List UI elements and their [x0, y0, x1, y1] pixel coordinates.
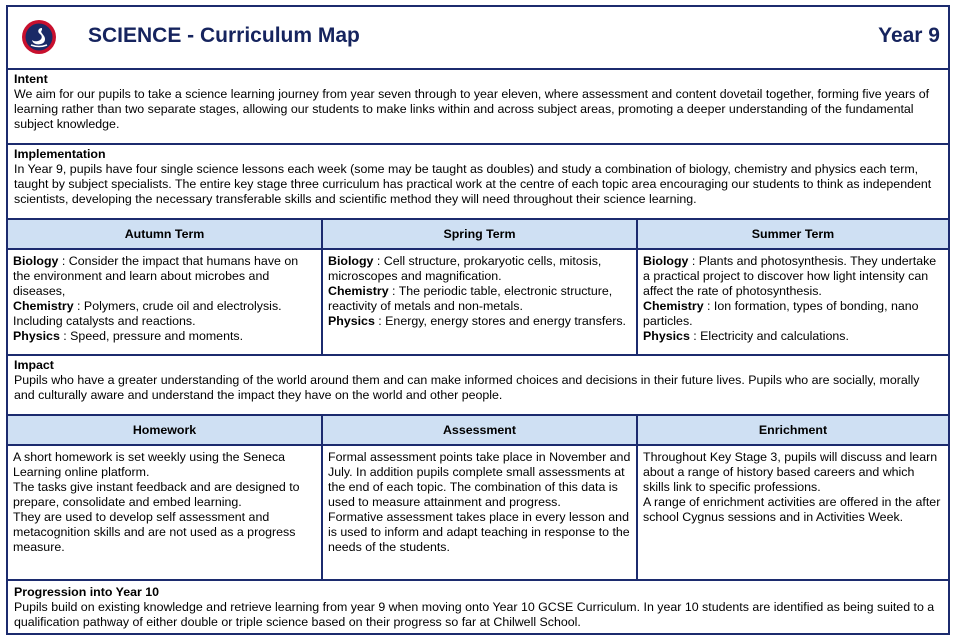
impact-text: Pupils who have a greater understanding of the world around them and can make informed choices and decisions in their future lives. Pupils who are socially, morally and culturally aware and understand the impact they have on the world and other people. — [14, 373, 920, 402]
autumn-physics-text: : Speed, pressure and moments. — [59, 329, 244, 343]
autumn-physics-label: Physics — [13, 329, 60, 343]
curriculum-map-frame — [6, 5, 950, 635]
spring-physics-label: Physics — [328, 314, 375, 328]
spring-term-header: Spring Term — [443, 227, 516, 241]
spring-physics-text: : Energy, energy stores and energy transfers. — [374, 314, 626, 328]
spring-biology-text: : Cell structure, prokaryotic cells, mitosis, microscopes and magnification. — [328, 254, 602, 283]
assessment-header: Assessment — [442, 423, 516, 437]
summer-chemistry-label: Chemistry — [643, 299, 704, 313]
spring-chemistry-label: Chemistry — [328, 284, 389, 298]
enrichment-cell — [638, 446, 948, 579]
summer-term-cell — [638, 250, 948, 354]
page-title: SCIENCE - Curriculum Map — [88, 24, 360, 47]
intent-label: Intent — [14, 72, 48, 86]
page-header — [8, 7, 948, 70]
summer-physics-label: Physics — [643, 329, 690, 343]
impact-label: Impact — [14, 358, 54, 372]
assessment-paragraph: Formative assessment takes place in every lesson and is used to inform and adapt teaching in response to the needs of the students. — [328, 510, 630, 554]
summer-biology-label: Biology — [643, 254, 689, 268]
homework-paragraph: They are used to develop self assessment and metacognition skills and are not used as a progress measure. — [13, 510, 296, 554]
extras-header-row — [8, 416, 948, 446]
homework-paragraph: A short homework is set weekly using the Seneca Learning online platform. — [13, 450, 286, 479]
impact-section — [8, 356, 948, 416]
autumn-biology-label: Biology — [13, 254, 59, 268]
progression-text: Pupils build on existing knowledge and retrieve learning from year 9 when moving onto Year 10 GCSE Curriculum. In year 10 students are identified as being suited to a qualification pathway of either double or triple science based on their progress so far at Chilwell School. — [14, 600, 935, 629]
spring-chemistry-text: : The periodic table, electronic structure, reactivity of metals and non-metals. — [328, 284, 613, 313]
column-divider — [321, 416, 323, 581]
year-label: Year 9 — [878, 24, 940, 47]
homework-paragraph: The tasks give instant feedback and are designed to prepare, consolidate and embed learning. — [13, 480, 300, 509]
progression-section — [8, 581, 948, 633]
homework-header: Homework — [132, 423, 197, 437]
intent-section — [8, 70, 948, 145]
enrichment-header: Enrichment — [758, 423, 828, 437]
implementation-label: Implementation — [14, 147, 106, 161]
column-divider — [636, 416, 638, 581]
autumn-term-header: Autumn Term — [124, 227, 205, 241]
intent-text: We aim for our pupils to take a science learning journey from year seven through to year eleven, where assessment and content dovetail together, forming five years of learning rather than two separate stages, allowing our students to make links within and across subject areas, promoting a deeper understanding of the fundamental subject knowledge. — [14, 87, 930, 131]
terms-content-row — [8, 250, 948, 356]
implementation-section — [8, 145, 948, 220]
summer-term-header: Summer Term — [751, 227, 835, 241]
autumn-chemistry-text: : Polymers, crude oil and electrolysis. Including catalysts and reactions. — [13, 299, 282, 328]
assessment-cell — [323, 446, 636, 579]
spring-biology-label: Biology — [328, 254, 374, 268]
assessment-paragraph: Formal assessment points take place in November and July. In addition pupils complete small assessments at the end of each topic. The combination of this data is used to measure attainment and progress. — [328, 450, 631, 509]
terms-header-row — [8, 220, 948, 250]
extras-content-row — [8, 446, 948, 581]
column-divider — [636, 220, 638, 356]
summer-physics-text: : Electricity and calculations. — [689, 329, 849, 343]
autumn-biology-text: : Consider the impact that humans have on the environment and learn about microbes and diseases, — [13, 254, 299, 298]
enrichment-paragraph: Throughout Key Stage 3, pupils will discuss and learn about a range of history based careers and which skills link to specific professions. — [643, 450, 938, 494]
homework-cell — [8, 446, 321, 579]
autumn-chemistry-label: Chemistry — [13, 299, 74, 313]
implementation-text: In Year 9, pupils have four single science lessons each week (some may be taught as doubles) and study a combination of biology, chemistry and physics each term, taught by subject specialists. The entire key stage three curriculum has practical work at the centre of each topic area encouraging our students to think as independent scientists, developing the necessary transferable skills and scientific method they will need throughout their science learning. — [14, 162, 932, 206]
summer-chemistry-text: : Ion formation, types of bonding, nano particles. — [643, 299, 919, 328]
autumn-term-cell — [8, 250, 321, 354]
summer-biology-text: : Plants and photosynthesis. They undertake a practical project to discover how light intensity can affect the rate of photosynthesis. — [643, 254, 937, 298]
spring-term-cell — [323, 250, 636, 354]
enrichment-paragraph: A range of enrichment activities are offered in the after school Cygnus sessions and in Activities Week. — [643, 495, 941, 524]
column-divider — [321, 220, 323, 356]
progression-label: Progression into Year 10 — [14, 585, 160, 599]
swan-logo-icon — [21, 19, 57, 55]
